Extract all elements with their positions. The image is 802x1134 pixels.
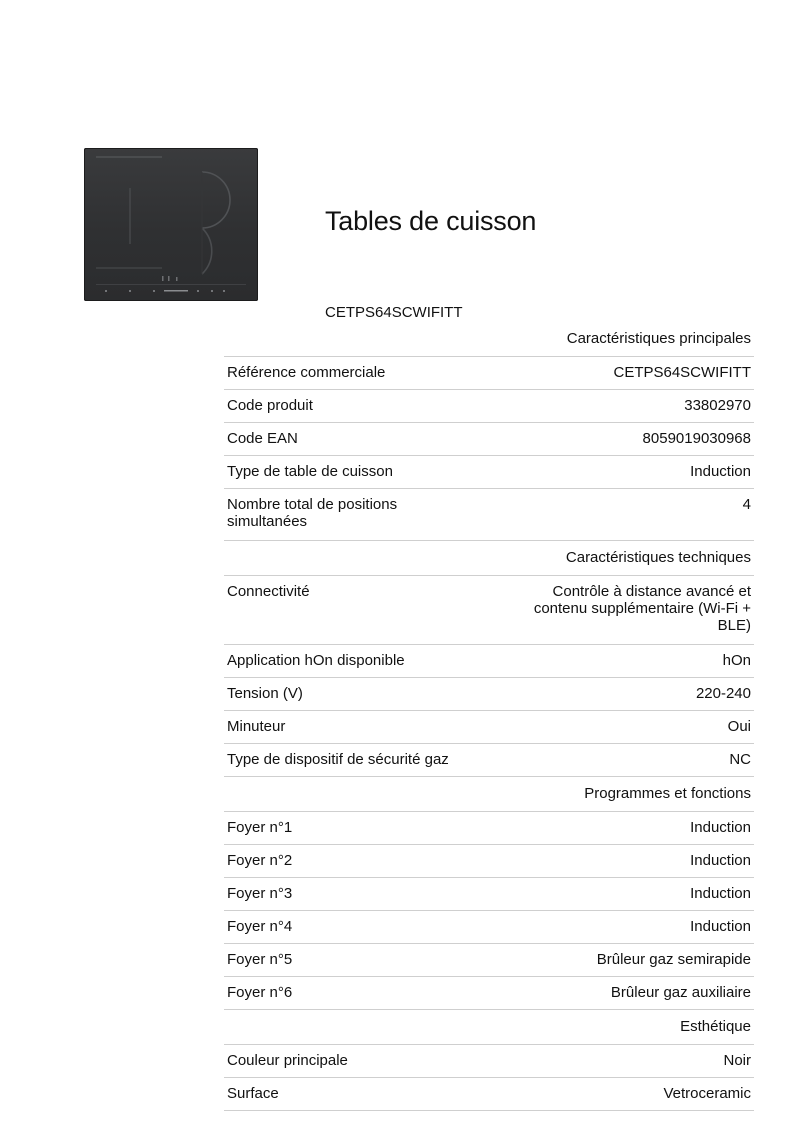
- spec-label: Application hOn disponible: [224, 645, 492, 678]
- cooktop-illustration: [84, 148, 258, 301]
- spec-label: Type de dispositif de sécurité gaz: [224, 744, 492, 777]
- spec-row: [224, 744, 754, 777]
- spec-label: Foyer n°6: [224, 977, 492, 1010]
- section-header-row: [224, 541, 754, 576]
- spec-value: Induction: [492, 456, 754, 489]
- spec-label: Foyer n°2: [224, 845, 492, 878]
- spec-row: [224, 645, 754, 678]
- spec-value: Induction: [492, 911, 754, 944]
- section-heading: Caractéristiques principales: [492, 322, 754, 357]
- spec-value: Induction: [492, 845, 754, 878]
- spec-label: Foyer n°1: [224, 812, 492, 845]
- spec-value: 33802970: [492, 390, 754, 423]
- product-code: CETPS64SCWIFITT: [325, 304, 463, 321]
- spec-row: [224, 1045, 754, 1078]
- spec-row: [224, 423, 754, 456]
- section-heading: Programmes et fonctions: [492, 777, 754, 812]
- spec-row: [224, 456, 754, 489]
- spec-label: Code produit: [224, 390, 492, 423]
- spec-row: [224, 678, 754, 711]
- spec-row: [224, 576, 754, 645]
- spec-row: [224, 711, 754, 744]
- spec-label: Surface: [224, 1078, 492, 1111]
- spec-row: [224, 944, 754, 977]
- spec-value: 8059019030968: [492, 423, 754, 456]
- spec-row: [224, 357, 754, 390]
- spec-value: 220-240: [492, 678, 754, 711]
- spec-value: CETPS64SCWIFITT: [492, 357, 754, 390]
- spec-label: Code EAN: [224, 423, 492, 456]
- spec-value: Induction: [492, 878, 754, 911]
- spec-value: Contrôle à distance avancé et contenu supplémentaire (Wi-Fi + BLE): [533, 583, 751, 634]
- spec-value: 4: [492, 489, 754, 541]
- spec-label: Connectivité: [224, 576, 492, 645]
- spec-row: [224, 390, 754, 423]
- spec-value: Induction: [492, 812, 754, 845]
- spec-row: [224, 977, 754, 1010]
- spec-value: Brûleur gaz semirapide: [492, 944, 754, 977]
- specifications-table: [224, 322, 754, 1111]
- section-header-row: [224, 322, 754, 357]
- spec-row: [224, 812, 754, 845]
- spec-label: Tension (V): [224, 678, 492, 711]
- section-heading: Esthétique: [492, 1010, 754, 1045]
- spec-row: [224, 878, 754, 911]
- spec-label: Foyer n°3: [224, 878, 492, 911]
- spec-value: Brûleur gaz auxiliaire: [492, 977, 754, 1010]
- spec-row: [224, 1078, 754, 1111]
- spec-value: Noir: [492, 1045, 754, 1078]
- spec-row: [224, 911, 754, 944]
- spec-label: Couleur principale: [224, 1045, 492, 1078]
- spec-label: Foyer n°4: [224, 911, 492, 944]
- spec-row: [224, 845, 754, 878]
- product-image-cooktop: [84, 148, 258, 301]
- spec-label: Nombre total de positions simultanées: [227, 496, 398, 530]
- section-header-row: [224, 1010, 754, 1045]
- spec-row: [224, 489, 754, 541]
- section-heading: Caractéristiques techniques: [492, 541, 754, 576]
- spec-value: NC: [492, 744, 754, 777]
- spec-label: Référence commerciale: [224, 357, 492, 390]
- spec-value: Oui: [492, 711, 754, 744]
- spec-label: Type de table de cuisson: [224, 456, 492, 489]
- spec-value: Vetroceramic: [492, 1078, 754, 1111]
- spec-label: Minuteur: [224, 711, 492, 744]
- spec-label: Foyer n°5: [224, 944, 492, 977]
- spec-value: hOn: [492, 645, 754, 678]
- section-header-row: [224, 777, 754, 812]
- page-title: Tables de cuisson: [325, 206, 537, 236]
